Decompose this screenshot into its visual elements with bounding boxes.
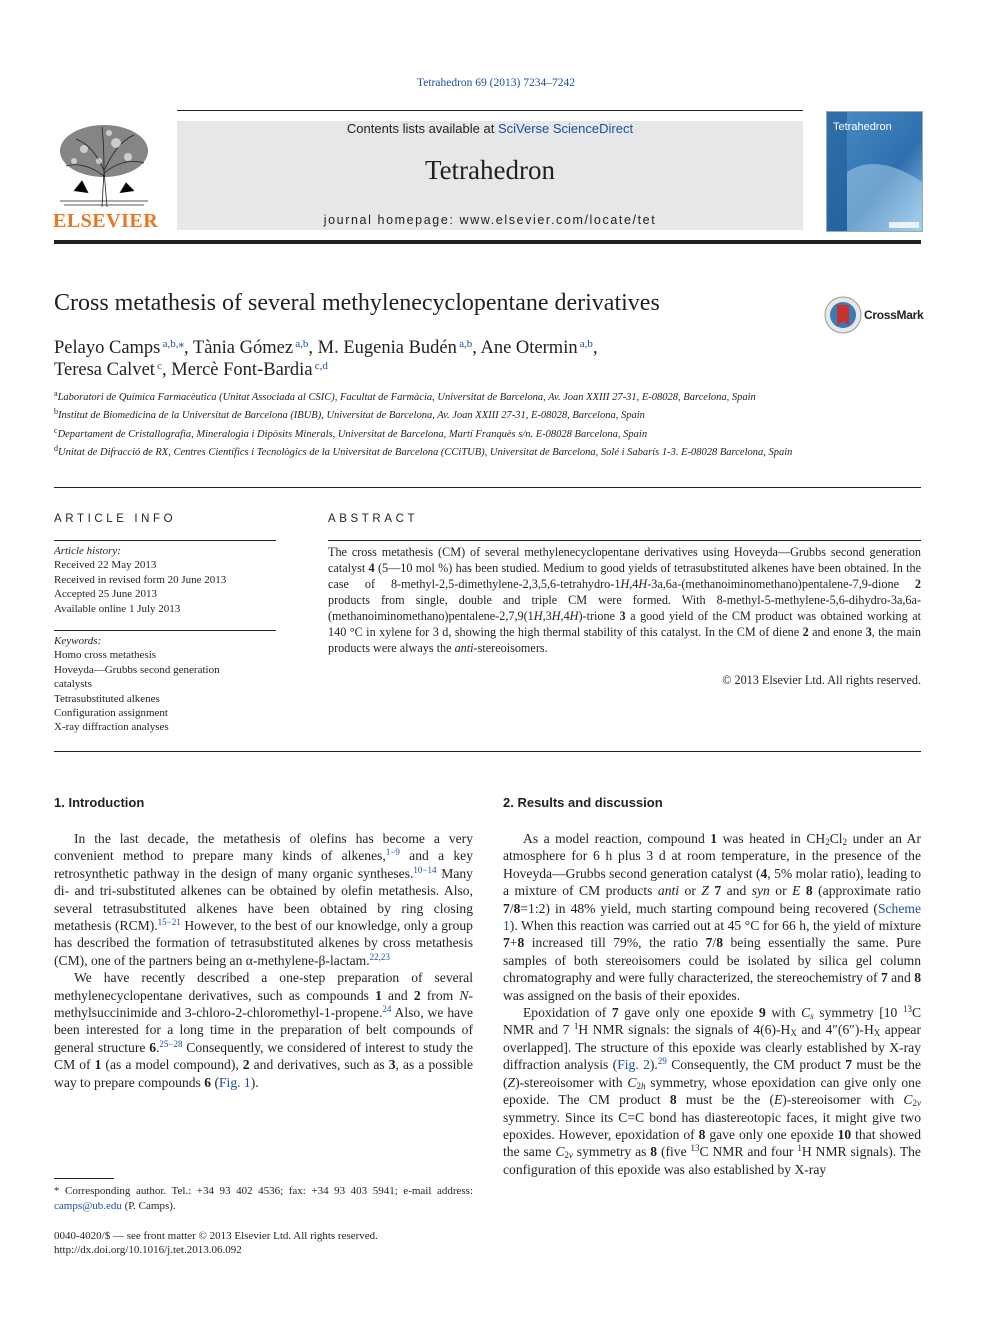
introduction-heading: 1. Introduction <box>54 795 145 810</box>
footnote-rule <box>54 1178 114 1179</box>
affiliation-text: Laboratori de Química Farmacèutica (Unitat Associada al CSIC), Facultat de Farmàcia, Universitat de Barcelona, Av. Joan XXIII 27-31, E-08028, Barcelona, Spain <box>57 392 756 403</box>
author-affiliation-mark[interactable]: a,b <box>577 338 593 350</box>
crossmark-icon[interactable] <box>824 296 862 334</box>
history-item: Accepted 25 June 2013 <box>54 588 157 601</box>
doi-link[interactable]: http://dx.doi.org/10.1016/j.tet.2013.06.092 <box>54 1244 242 1256</box>
history-label: Article history: <box>54 545 121 557</box>
affiliations <box>54 387 794 460</box>
results-paragraph-1: As a model reaction, compound 1 was heated in $CH_2Cl_2$ under an Ar atmosphere for 6 h plus 3 d at room temperature, in the presence of the Hoveyda—Grubbs second generation catalyst (4, 5% molar ratio), leading to a mixture of CM products anti or Z 7 and syn or E 8 (approximate ratio 7/8=1:2) in 48% yield, much starting compound being recovered (Scheme 1). When this reaction was carried out at 45 °C for 66 h, the yield of mixture 7+8 increased till 79%, the ratio 7/8 being essentially the same. Pure samples of both stereoisomers could be isolated by silica gel column chromatography and were fully characterized, the stereochemistry of 7 and 8 was assigned on the basis of their epoxides. <box>503 831 921 1003</box>
journal-homepage[interactable]: journal homepage: www.elsevier.com/locate/tet <box>323 213 657 227</box>
results-heading: 2. Results and discussion <box>503 795 663 810</box>
cover-title: Tetrahedron <box>833 121 892 133</box>
history-list <box>54 558 276 616</box>
author-affiliation-mark[interactable]: c,d <box>312 360 328 372</box>
history-item: Received 22 May 2013 <box>54 559 157 572</box>
contents-prefix: Contents lists available at <box>346 121 498 136</box>
authors-line-2 <box>54 355 814 381</box>
keywords-rule <box>54 630 276 631</box>
affiliation-item <box>54 424 794 442</box>
results-body <box>503 830 921 1178</box>
author-affiliation-mark[interactable]: c <box>154 360 163 372</box>
keyword-item: Hoveyda—Grubbs second generation <box>54 663 220 676</box>
introduction-body <box>54 830 473 1091</box>
article-info-rule <box>54 540 276 541</box>
affiliation-mark: a <box>54 389 58 398</box>
journal-title: Tetrahedron <box>424 155 556 185</box>
history-item: Available online 1 July 2013 <box>54 602 181 615</box>
elsevier-tree-logo <box>54 121 154 209</box>
abstract-heading: ABSTRACT <box>328 513 419 525</box>
keyword-item: X-ray diffraction analyses <box>54 721 169 734</box>
header-top-rule <box>177 110 803 111</box>
author-separator: , <box>183 338 193 358</box>
author-name: Ane Otermin <box>480 338 578 358</box>
author-name: Teresa Calvet <box>54 360 155 380</box>
contents-line <box>177 121 803 136</box>
author-affiliation-mark[interactable]: a,b <box>293 338 309 350</box>
article-info-heading: ARTICLE INFO <box>54 513 177 525</box>
history-item: Received in revised form 20 June 2013 <box>54 573 227 586</box>
author-name: Pelayo Camps <box>54 338 161 358</box>
abstract-rule <box>328 540 921 541</box>
front-matter: 0040-4020/$ — see front matter © 2013 Elsevier Ltd. All rights reserved. <box>54 1230 378 1242</box>
affiliation-item <box>54 405 794 423</box>
author-separator: , <box>472 338 481 358</box>
affiliation-mark: c <box>54 425 58 435</box>
intro-paragraph-2: We have recently described a one-step preparation of several methylenecyclopentane derivatives, such as compounds 1 and 2 from N-methylsuccinimide and 3-chloro-2-chloromethyl-1-propene.$^{24}$ Also, we have been interested for a long time in the preparation of belt compounds of general structure 6.$^{25-28}$ Consequently, we considered of interest to study the CM of 1 (as a model compound), 2 and derivatives, such as 3, as a possible way to prepare compounds 6 (Fig. 1). <box>54 970 474 1090</box>
results-paragraph-2: Epoxidation of 7 gave only one epoxide 9 with $C_s$ symmetry [10 $^{13}$C NMR and 7 $^1$H NMR signals: the signals of $4(6)-H_X$ and $4''(6'')-H_X$ appear overlapped]. The structure of this epoxide was clearly established by X-ray diffraction analysis (Fig. 2).$^{29}$ Consequently, the CM product 7 must be the (Z)-stereoisomer with $C_{2h}$ symmetry, whose epoxidation can give only one epoxide. The CM product 8 must be the (E)-stereoisomer with $C_{2v}$ symmetry. Since its C=C bond has diastereotopic faces, it might give two epoxides. However, epoxidation of 8 gave only one epoxide 10 that showed the same $C_{2v}$ symmetry as 8 (five $^{13}$C NMR and four $^1$H NMR signals). The configuration of this epoxide was also established by X-ray <box>503 1004 922 1177</box>
keywords <box>54 634 276 735</box>
author-affiliation-mark[interactable]: a,b <box>456 338 473 350</box>
keyword-item: Tetrasubstituted alkenes <box>54 692 160 705</box>
keyword-list <box>54 648 276 734</box>
affiliation-mark: b <box>54 407 58 417</box>
author-separator: , <box>308 338 318 358</box>
corresponding-author-footnote <box>54 1184 473 1214</box>
author-affiliation-mark[interactable]: a,b,⁎ <box>160 338 184 350</box>
keywords-label: Keywords: <box>54 635 102 647</box>
affiliation-item <box>54 442 794 460</box>
keyword-item: catalysts <box>54 678 92 691</box>
abstract-text: The cross metathesis (CM) of several methylenecyclopentane derivatives using Hoveyda—Grubbs second generation catalyst 4 (5—10 mol %) has been studied. Medium to good yields of tetrasubstituted alkenes have been obtained. In the case of 8-methyl-2,5-dimethylene-2,3,5,6-tetrahydro-1H,4H-3a,6a-(methanoiminomethano)pentalene-7,9-dione 2 products from single, double and triple CM were formed. With 8-methyl-5-methylene-5,6-dihydro-3a,6a-(methanoiminomethano)pentalene-2,7,9(1H,3H,4H)-trione 3 a good yield of the CM product was obtained working at 140 °C in xylene for 3 d, showing the high thermal stability of this catalyst. In the CM of diene 2 and enone 3, the main products were always the anti-stereoisomers. <box>328 545 921 655</box>
keyword-item: Homo cross metathesis <box>54 649 157 662</box>
article-history <box>54 544 276 616</box>
sciencedirect-link[interactable]: SciVerse ScienceDirect <box>497 121 634 136</box>
affiliation-text: Departament de Cristallografia, Mineralogia i Dipòsits Minerals, Universitat de Barcelona, Martí Franquès s/n. E-08028 Barcelona, Spain <box>57 428 648 440</box>
journal-banner <box>177 121 803 230</box>
corresponding-text: * Corresponding author. Tel.: +34 93 402 4536; fax: +34 93 403 5941; e-mail address: <box>54 1185 473 1197</box>
author-separator: , <box>162 360 172 380</box>
author-name: Mercè Font-Bardia <box>171 360 313 380</box>
abstract-bottom-rule <box>54 751 921 752</box>
abstract-copyright: © 2013 Elsevier Ltd. All rights reserved. <box>722 673 921 687</box>
affiliation-rule <box>54 487 921 488</box>
intro-paragraph-1: In the last decade, the metathesis of olefins has become a very convenient method to prepare many kinds of alkenes,$^{1-9}$ and a key retrosynthetic pathway in the design of many organic syntheses.$^{10-14}$ Many di- and tri-substituted alkenes can be obtained by olefin metathesis. Also, several tetrasubstituted alkenes have been obtained by ring closing metathesis (RCM).$^{15-21}$ However, to the best of our knowledge, only a group has described the formation of tetrasubstituted alkenes by cross metathesis (CM), one of the partners being an α-methylene-β-lactam.$^{22,23}$ <box>54 831 474 968</box>
journal-citation[interactable]: Tetrahedron 69 (2013) 7234–7242 <box>417 77 575 89</box>
elsevier-wordmark: ELSEVIER <box>53 210 159 232</box>
author-name: M. Eugenia Budén <box>317 338 457 358</box>
author-separator: , <box>592 338 598 358</box>
keyword-item: Configuration assignment <box>54 707 168 720</box>
affiliation-text: Unitat de Difracció de RX, Centres Científics i Tecnològics de la Universitat de Barcelona (CCiTUB), Universitat de Barcelona, Solé i Sabarís 1-3. E-08028 Barcelona, Spain <box>58 446 793 458</box>
author-email-link[interactable]: camps@ub.edu <box>54 1200 122 1212</box>
affiliation-mark: d <box>54 443 58 453</box>
article-title: Cross metathesis of several methylenecyclopentane derivatives <box>54 290 660 316</box>
email-suffix: (P. Camps). <box>121 1200 176 1212</box>
author-name: Tània Gómez <box>192 338 294 358</box>
affiliation-text: Institut de Biomedicina de la Universitat de Barcelona (IBUB), Universitat de Barcelona, Av. Joan XXIII 27-31, E-08028, Barcelona, Spain <box>58 410 645 422</box>
affiliation-item <box>54 387 794 405</box>
crossmark-label[interactable]: CrossMark <box>864 308 924 322</box>
header-bottom-rule <box>54 240 921 244</box>
journal-cover[interactable] <box>826 111 923 232</box>
